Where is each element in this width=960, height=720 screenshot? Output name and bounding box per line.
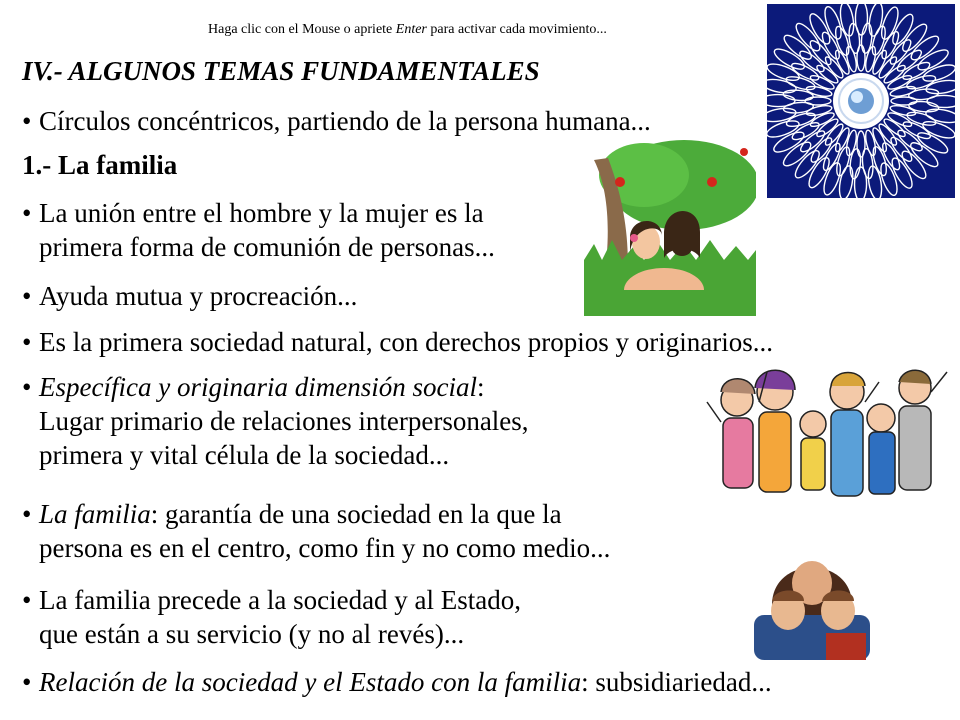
bullet-concentric-circles [22, 104, 651, 138]
bullet-text-line2: primera forma de comunión de personas... [39, 232, 495, 262]
section-subtitle: 1.- La familia [22, 150, 178, 180]
cartoon-family-image [697, 362, 953, 512]
bullet-text: La familia precede a la sociedad y al Estado, [39, 585, 522, 615]
family-photo-icon [742, 545, 882, 660]
bullet-text: Círculos concéntricos, partiendo de la persona humana... [39, 106, 651, 136]
bullet-text-line2: persona es en el centro, como fin y no como medio... [39, 533, 611, 563]
hint-text-1: Haga clic con el Mouse o apriete [208, 22, 396, 37]
bullet-text-line2: Lugar primario de relaciones interpersonales, [39, 406, 529, 436]
bullet-family-guarantee [22, 497, 610, 565]
bullet-union [22, 196, 495, 264]
garden-illustration-icon [584, 140, 756, 316]
family-group-icon [697, 362, 953, 512]
bullet-dot: • [22, 667, 32, 697]
bullet-social-dimension [22, 370, 529, 472]
bullet-text: : [476, 372, 485, 402]
bullet-text: : subsidiariedad... [581, 667, 772, 697]
mother-children-photo [742, 545, 882, 660]
bullet-dot: • [22, 499, 32, 529]
bullet-text-italic: La familia [39, 499, 151, 529]
bullet-dot: • [22, 327, 32, 357]
bullet-text-line2: que están a su servicio (y no al revés)... [39, 619, 465, 649]
bullet-text-line3: primera y vital célula de la sociedad... [39, 440, 450, 470]
bullet-text: : garantía de una sociedad en la que la [150, 499, 562, 529]
adam-eve-image [584, 140, 756, 316]
slide-title: IV.- ALGUNOS TEMAS FUNDAMENTALES [22, 56, 540, 86]
bullet-dot: • [22, 281, 32, 311]
bullet-dot: • [22, 198, 32, 228]
hint-enter-key: Enter [395, 22, 427, 37]
bullet-dot: • [22, 585, 32, 615]
bullet-family-precedes [22, 583, 521, 651]
bullet-text-italic: Específica y originaria dimensión social [39, 372, 477, 402]
bullet-text: Ayuda mutua y procreación... [39, 281, 358, 311]
bullet-dot: • [22, 372, 32, 402]
hint-text-2: para activar cada movimiento... [426, 22, 607, 37]
bullet-text-italic: Relación de la sociedad y el Estado con la familia [39, 667, 582, 697]
mandala-image [767, 4, 955, 198]
bullet-text: La unión entre el hombre y la mujer es la [39, 198, 484, 228]
bullet-mutual-help [22, 279, 357, 313]
navigation-hint [208, 22, 607, 38]
bullet-subsidiarity [22, 665, 772, 699]
bullet-text: Es la primera sociedad natural, con derechos propios y originarios... [39, 327, 774, 357]
bullet-first-society [22, 325, 773, 359]
bullet-dot: • [22, 106, 32, 136]
concentric-circles-icon [767, 4, 955, 198]
